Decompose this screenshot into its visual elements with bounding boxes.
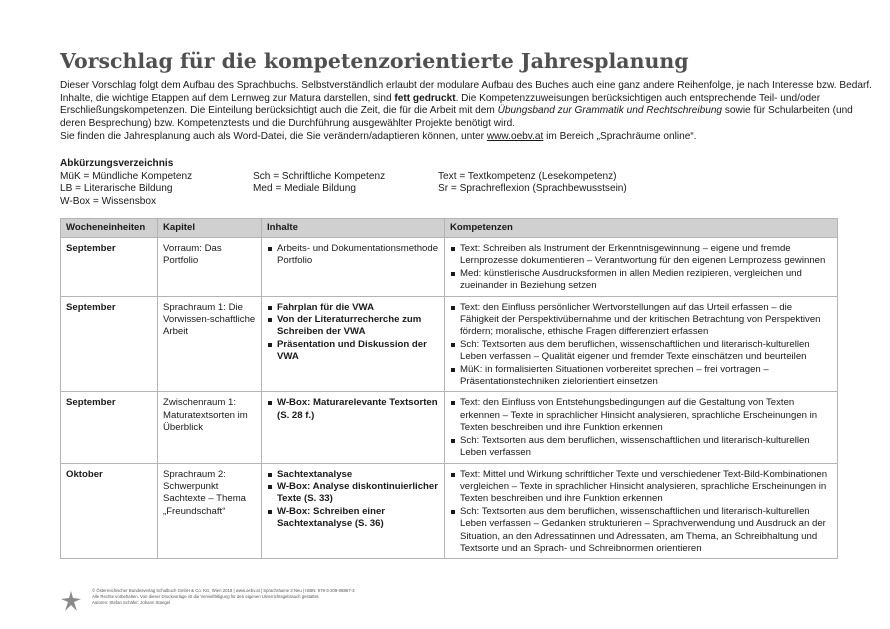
chapter-cell: Sprachraum 2: Schwerpunkt Sachtexte – Thema „Freundschaft“: [158, 463, 262, 559]
footer-authors: Autoren: Stefan Schäfer; Johann Stangel: [92, 600, 171, 606]
skills-item: Text: den Einfluss von Entstehungsbedingungen auf die Gestaltung von Texten erkennen – Texte in sprachlicher Hinsicht analysieren, sprachliche Erscheinungen in Texten beschreiben und ihre Funktion erkennen: [450, 397, 832, 434]
contents-cell: [262, 463, 445, 559]
footer-rights: Alle Rechte vorbehalten. Von dieser Druckvorlage ist die Vervielfältigung für den eigenen Unterrichtsgebrauch gestattet.: [92, 594, 320, 600]
intro-paragraph: [60, 80, 872, 144]
week-cell: September: [61, 296, 158, 392]
contents-item: Arbeits- und Dokumentationsmethode Portfolio: [267, 243, 439, 268]
skills-item: MüK: in formalisierten Situationen vorbereitet sprechen – frei vortragen – Präsentationstechniken zielorientiert einsetzen: [450, 364, 832, 389]
skills-cell: [445, 392, 838, 463]
contents-item: W-Box: Analyse diskontinuierlicher Texte (S. 33): [267, 481, 439, 506]
abbreviation-item: Sr = Sprachreflexion (Sprachbewusstsein): [438, 183, 627, 195]
publisher-logo-icon: [60, 590, 82, 612]
abbreviation-item: MüK = Mündliche Kompetenz: [60, 170, 193, 182]
table-row: [61, 392, 838, 463]
abbreviation-item: Text = Textkompetenz (Lesekompetenz): [438, 170, 617, 182]
skills-item: Med: künstlerische Ausdrucksformen in allen Medien rezipieren, vergleichen und zueinander in Beziehung setzen: [450, 268, 832, 293]
abbreviation-title: Abkürzungsverzeichnis: [60, 158, 174, 169]
skills-item: Text: Mittel und Wirkung schriftlicher Texte und verschiedener Text-Bild-Kombinationen vergleichen – Texte in sprachlicher Hinsicht analysieren, sprachliche Erscheinungen in Texten beschreiben und ihre Funktion erkennen: [450, 469, 832, 506]
intro-line-4: deren Besprechung) bzw. Kompetenztests und die Durchführung ausgewählter Projekte benötigt wird.: [60, 118, 516, 130]
skills-cell: [445, 463, 838, 559]
abbreviation-item: Med = Mediale Bildung: [253, 183, 356, 195]
contents-item: W-Box: Maturarelevante Textsorten (S. 28 f.): [267, 397, 439, 422]
skills-item: Text: Schreiben als Instrument der Erkenntnisgewinnung – eigene und fremde Lernprozesse dokumentieren – Verantwortung für den eigenen Lernprozess gewinnen: [450, 243, 832, 268]
chapter-cell: Zwischenraum 1: Maturatextsorten im Überblick: [158, 392, 262, 463]
abbreviation-item: LB = Literarische Bildung: [60, 183, 173, 195]
skills-item: Sch: Textsorten aus dem beruflichen, wissenschaftlichen und literarisch-kulturellen Leben verfassen: [450, 435, 832, 460]
abbreviation-column-2: [253, 171, 385, 196]
footer-text: [92, 588, 354, 607]
page-title: Vorschlag für die kompetenzorientierte Jahresplanung: [60, 49, 689, 73]
contents-item: W-Box: Schreiben einer Sachtextanalyse (S. 36): [267, 506, 439, 531]
table-header-row: [61, 219, 838, 238]
abbreviation-column-1: [60, 171, 192, 209]
chapter-cell: Vorraum: Das Portfolio: [158, 238, 262, 297]
table-row: [61, 463, 838, 559]
contents-item: Von der Literaturrecherche zum Schreiben der VWA: [267, 314, 439, 339]
bold-phrase: fett gedruckt: [394, 92, 456, 104]
intro-line-3: Erschließungskompetenzen. Die Einteilung berücksichtigt auch die Zeit, die für die Arbeit mit dem Übungsband zur Grammatik und Rechtschreibung sowie für Schularbeiten (und: [60, 105, 853, 117]
table-row: [61, 296, 838, 392]
intro-line-1: Dieser Vorschlag folgt dem Aufbau des Sprachbuchs. Selbstverständlich erlaubt der modulare Aufbau des Buches auch eine ganz andere Reihenfolge, je nach Interesse bzw. Bedarf.: [60, 80, 872, 91]
header-chapter: Kapitel: [158, 219, 262, 238]
week-cell: September: [61, 238, 158, 297]
abbreviation-column-3: [438, 171, 627, 196]
skills-item: Sch: Textsorten aus dem beruflichen, wissenschaftlichen und literarisch-kulturellen Leben verfassen – Gedanken strukturieren – Sprachverwendung und Ausdruck an der Situation, an den Adressatinnen und Adressaten, am Thema, an Schreibhaltung und Textsorte und an Sprach- und Schreibnormen orientieren: [450, 506, 832, 556]
abbreviation-item: Sch = Schriftliche Kompetenz: [253, 170, 386, 182]
intro-line-2: Inhalte, die wichtige Etappen auf dem Lernweg zur Matura darstellen, sind fett gedruckt. Die Kompetenzzuweisungen berücksichtigen auch entsprechende Teil- und/oder: [60, 92, 821, 104]
skills-cell: [445, 296, 838, 392]
skills-item: Text: den Einfluss persönlicher Wertvorstellungen auf das Urteil erfassen – die Fähigkeit der Perspektivübernahme und der kritischen Betrachtung von Perspektiven fördern; moralische, ethische Fragen differenziert erfassen: [450, 302, 832, 339]
contents-cell: [262, 392, 445, 463]
header-contents: Inhalte: [262, 219, 445, 238]
contents-item: Präsentation und Diskussion der VWA: [267, 339, 439, 364]
header-weeks: Wocheneinheiten: [61, 219, 158, 238]
header-skills: Kompetenzen: [445, 219, 838, 238]
abbreviation-list: [60, 158, 840, 209]
chapter-cell: Sprachraum 1: Die Vorwissen-schaftliche Arbeit: [158, 296, 262, 392]
planning-table: [60, 218, 838, 559]
footer-copyright: © Österreichischer Bundesverlag Schulbuch GmbH & Co. KG, Wien 2018 | www.oebv.at | Sprachräume 3 Neu | ISBN: 978-3-209-08867-3: [92, 588, 355, 593]
contents-cell: [262, 238, 445, 297]
intro-line-5: Sie finden die Jahresplanung auch als Word-Datei, die Sie verändern/adaptieren können, unter www.oebv.at im Bereich „Sprachräume online“.: [60, 130, 697, 142]
book-title: Übungsband zur Grammatik und Rechtschreibung: [497, 105, 723, 117]
contents-item: Fahrplan für die VWA: [267, 302, 439, 314]
abbreviation-item: W-Box = Wissensbox: [60, 196, 157, 208]
week-cell: Oktober: [61, 463, 158, 559]
table-row: [61, 238, 838, 297]
oebv-link[interactable]: www.oebv.at: [486, 130, 544, 142]
week-cell: September: [61, 392, 158, 463]
contents-item: Sachtextanalyse: [267, 469, 439, 481]
contents-cell: [262, 296, 445, 392]
skills-item: Sch: Textsorten aus dem beruflichen, wissenschaftlichen und literarisch-kulturellen Leben verfassen – Qualität eigener und fremder Texte einschätzen und beurteilen: [450, 339, 832, 364]
skills-cell: [445, 238, 838, 297]
